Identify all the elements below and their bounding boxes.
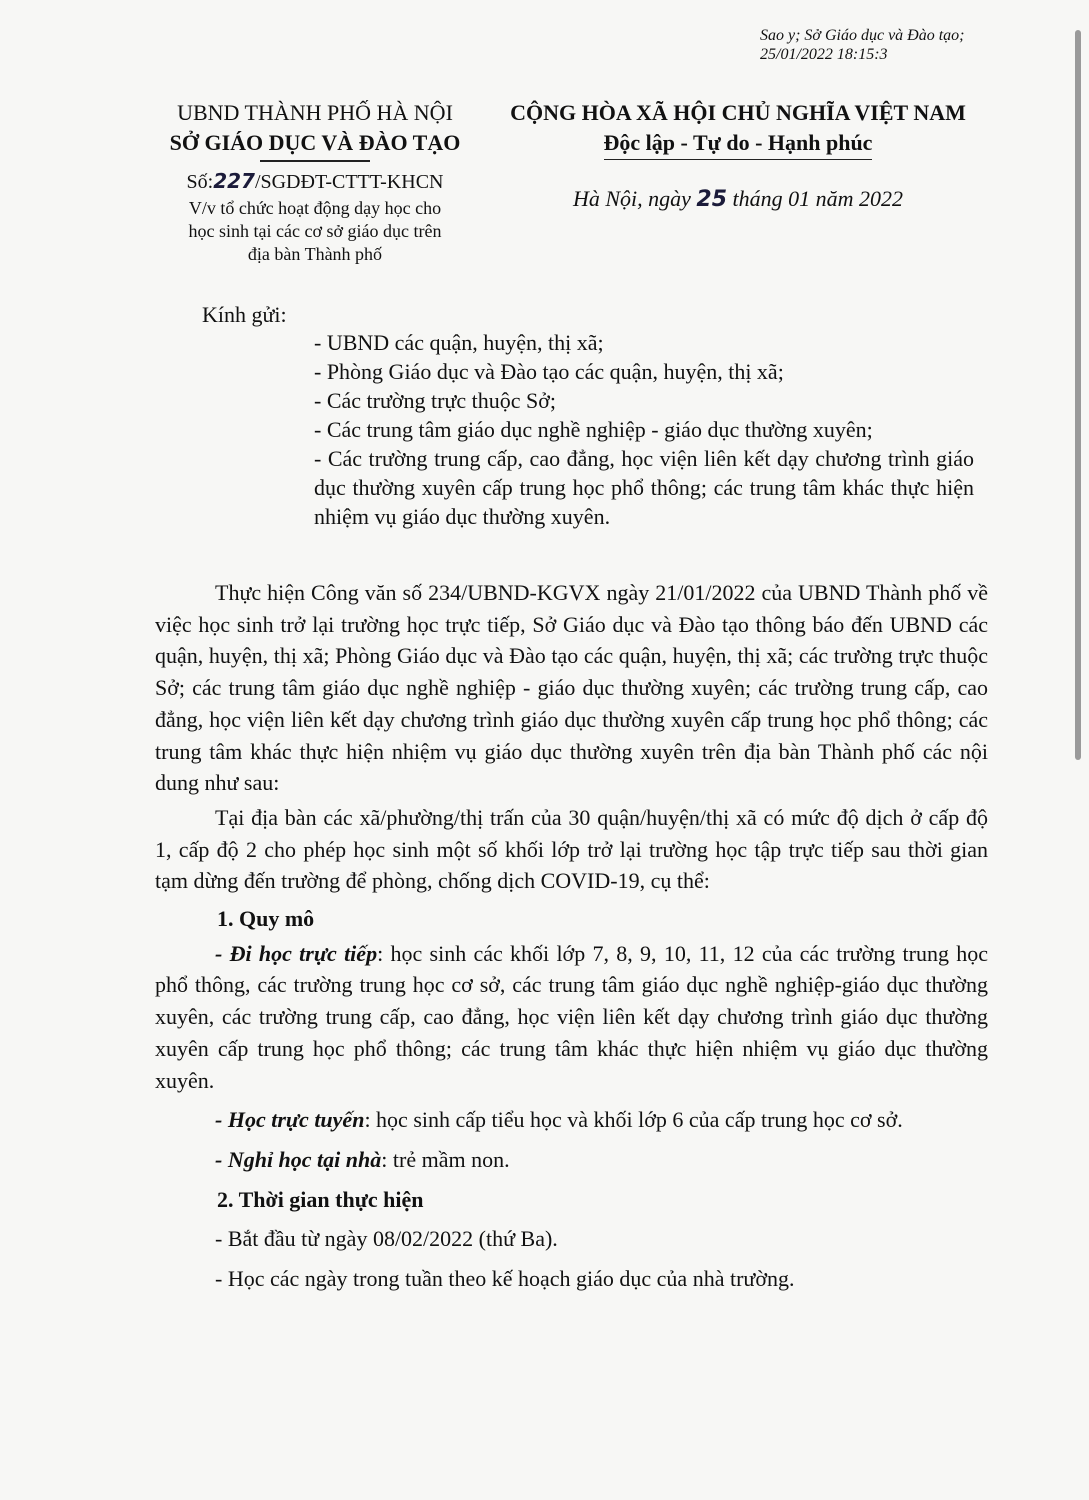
subject-line: địa bàn Thành phố (247, 244, 383, 264)
date-prefix: Hà Nội, ngày (572, 186, 691, 211)
issue-date (488, 186, 988, 212)
document-subject (150, 197, 480, 266)
stay-home-item (155, 1144, 988, 1176)
intro-paragraph: Thực hiện Công văn số 234/UBND-KGVX ngày 21/01/2022 của UBND Thành phố về việc học sinh trở lại trường học trực tiếp, Sở Giáo dục và Đào tạo thông báo đến UBND các quận, huyện, thị xã; Phòng Giáo dục và Đào tạo các quận, huyện, thị xã; các trường trực thuộc Sở; các trung tâm giáo dục nghề nghiệp - giáo dục thường xuyên; các trường trung cấp, cao đẳng, học viện liên kết dạy chương trình giáo dục thường xuyên cấp trung học phổ thông; các trung tâm khác thực hiện nhiệm vụ giáo dục thường xuyên trên địa bàn Thành phố các nội dung như sau: (155, 580, 988, 796)
recipient-list (314, 328, 974, 531)
subject-line: V/v tổ chức hoạt động dạy học cho (188, 198, 442, 218)
department-name: SỞ GIÁO DỤC VÀ ĐÀO TẠO (169, 130, 461, 155)
document-number (150, 168, 480, 195)
context-paragraph: Tại địa bàn các xã/phường/thị trấn của 30 quận/huyện/thị xã có mức độ dịch ở cấp độ 1, cấp độ 2 cho phép học sinh một số khối lớp trở lại trường học tập trực tiếp sau thời gian tạm dừng đến trường để phòng, chống dịch COVID-19, cụ thể: (155, 804, 988, 894)
scrollbar[interactable] (1075, 30, 1081, 760)
in-person-text: : học sinh các khối lớp 7, 8, 9, 10, 11, 12 của các trường trung học phổ thông, các trường trung học cơ sở, các trung tâm giáo dục nghề nghiệp-giáo dục thường xuyên, các trường trung cấp, cao đẳng, học viện liên kết dạy chương trình giáo dục thường xuyên cấp trung học phổ thông; các trung tâm khác thực hiện nhiệm vụ giáo dục thường xuyên. (155, 940, 988, 1093)
authority-name: UBND THÀNH PHỐ HÀ NỘI (177, 100, 453, 125)
recipient-item: - Các trường trực thuộc Sở; (314, 388, 557, 413)
copy-note-timestamp: 25/01/2022 18:15:3 (760, 46, 888, 63)
document-body (155, 577, 988, 1295)
number-prefix: Số: (186, 171, 214, 193)
department-underline (260, 160, 370, 162)
section-title-timeline: 2. Thời gian thực hiện (217, 1186, 424, 1212)
greeting: Kính gửi: (202, 302, 287, 327)
in-person-item (155, 938, 988, 1097)
handwritten-number: 227 (213, 169, 255, 193)
stay-home-text: : trẻ mầm non. (381, 1146, 510, 1172)
handwritten-day: 25 (696, 187, 728, 212)
recipient-item: - Các trung tâm giáo dục nghề nghiệp - giáo dục thường xuyên; (314, 417, 873, 442)
stay-home-lead: - Nghỉ học tại nhà (215, 1146, 382, 1172)
timeline-item: - Học các ngày trong tuần theo kế hoạch giáo dục của nhà trường. (215, 1266, 795, 1292)
number-suffix: /SGDĐT-CTTT-KHCN (254, 171, 444, 193)
country-name: CỘNG HÒA XÃ HỘI CHỦ NGHĨA VIỆT NAM (510, 100, 966, 125)
national-header (488, 98, 988, 160)
copy-note-line1: Sao y; Sở Giáo dục và Đào tạo; (760, 27, 965, 44)
issuing-authority (150, 98, 480, 162)
online-text: : học sinh cấp tiểu học và khối lớp 6 của cấp trung học cơ sở. (364, 1107, 903, 1133)
in-person-lead: - Đi học trực tiếp (215, 940, 378, 966)
online-lead: - Học trực tuyến (215, 1107, 365, 1133)
recipient-item: - Phòng Giáo dục và Đào tạo các quận, huyện, thị xã; (314, 359, 784, 384)
section-title-scale: 1. Quy mô (217, 906, 315, 932)
copy-certification-note (760, 26, 965, 64)
timeline-item: - Bắt đầu từ ngày 08/02/2022 (thứ Ba). (215, 1226, 558, 1252)
subject-line: học sinh tại các cơ sở giáo dục trên (188, 221, 442, 241)
recipient-item: - Các trường trung cấp, cao đẳng, học viện liên kết dạy chương trình giáo dục thường xuyên cấp trung học phổ thông; các trung tâm khác thực hiện nhiệm vụ giáo dục thường xuyên. (314, 446, 974, 529)
national-motto: Độc lập - Tự do - Hạnh phúc (604, 128, 873, 160)
date-suffix: tháng 01 năm 2022 (732, 186, 904, 211)
recipient-item: - UBND các quận, huyện, thị xã; (314, 330, 604, 355)
online-item (155, 1104, 988, 1136)
